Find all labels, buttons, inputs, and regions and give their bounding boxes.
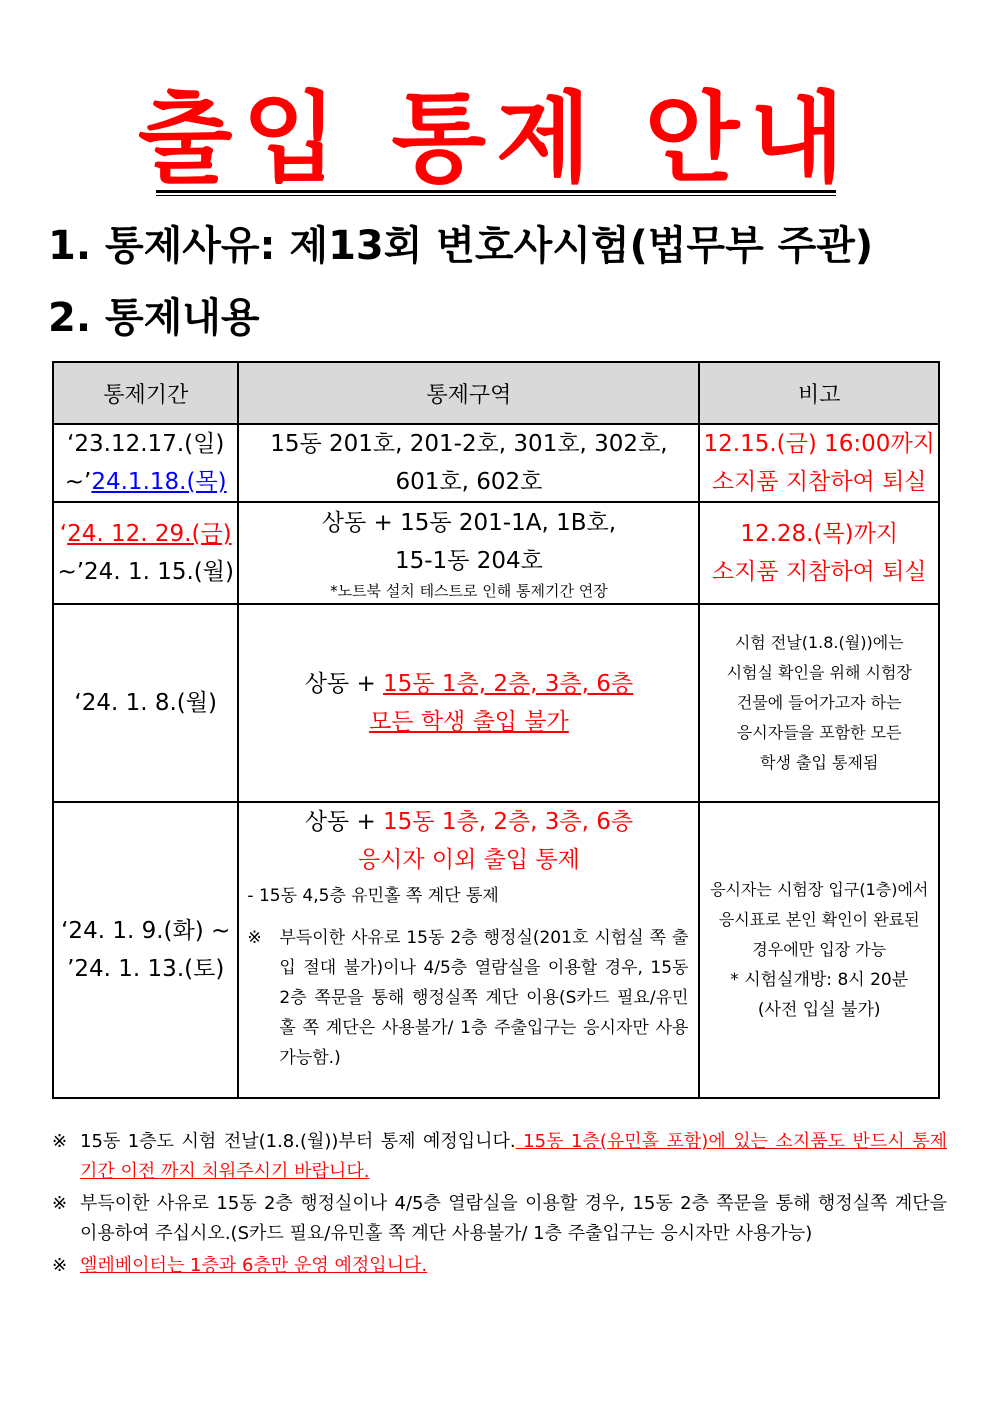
period-line <box>54 515 237 553</box>
notice-item <box>52 1127 947 1187</box>
remark-line: (사전 입실 불가) <box>757 1000 881 1020</box>
header-period: 통제기간 <box>53 362 238 424</box>
zone-prefix: 상동 + <box>304 809 384 835</box>
notice-highlight: 엘레베이터는 1층과 6층만 운영 예정입니다. <box>80 1255 428 1276</box>
remark-line: 응시표로 본인 확인이 완료된 <box>718 910 920 929</box>
period-line: ‘23.12.17.(일) <box>67 431 225 457</box>
period-cell <box>53 502 238 604</box>
remark-line: 소지품 지참하여 퇴실 <box>711 559 927 585</box>
notice-mark: ※ <box>52 1193 68 1214</box>
zone-line: 15-1동 204호 <box>394 548 543 574</box>
notice-item <box>52 1189 947 1249</box>
zone-cell <box>238 802 699 1098</box>
zone-line <box>239 803 698 841</box>
page-title: 출입 통제 안내 <box>137 82 855 196</box>
remark-line: 시험 전날(1.8.(월))에는 <box>734 633 904 652</box>
zone-note: *노트북 설치 테스트로 인해 통제기간 연장 <box>330 582 608 600</box>
period-line: ‘24. 1. 8.(월) <box>74 690 217 716</box>
title-double-underline <box>156 190 836 196</box>
notice-text: 부득이한 사유로 15동 2층 행정실이나 4/5층 열람실을 이용할 경우, 15동 2층 쪽문을 통해 행정실쪽 계단을 이용하여 주십시오.(S카드 필요/유민홀 쪽 계단 사용불가/ 1층 주출입구는 응시자만 사용가능) <box>80 1193 947 1244</box>
zone-restriction: 응시자 이외 출입 통제 <box>357 847 580 873</box>
remark-line: 건물에 들어가고자 하는 <box>736 693 902 712</box>
period-prefix: ‘ <box>59 521 68 547</box>
table-row <box>53 604 939 802</box>
remark-line: 소지품 지참하여 퇴실 <box>711 469 927 495</box>
remark-line: 응시자는 시험장 입구(1층)에서 <box>710 880 929 899</box>
remark-line: 응시자들을 포함한 모든 <box>736 723 902 742</box>
remark-cell <box>699 424 939 502</box>
notice-mark: ※ <box>52 1255 68 1276</box>
zone-reference-note <box>239 919 698 1073</box>
period-line: ’24. 1. 13.(토) <box>67 956 225 982</box>
heading-control-reason: 1. 통제사유: 제13회 변호사시험(법무부 주관) <box>48 223 874 269</box>
control-table <box>52 361 940 1099</box>
zone-floors: 15동 1층, 2층, 3층, 6층 <box>383 809 634 835</box>
period-cell <box>53 604 238 802</box>
remark-line: 학생 출입 통제됨 <box>760 753 879 772</box>
zone-line: 상동 + 15동 201-1A, 1B호, <box>321 510 617 536</box>
table-header-row <box>53 362 939 424</box>
reference-mark: ※ <box>247 928 262 948</box>
header-remark: 비고 <box>699 362 939 424</box>
header-zone: 통제구역 <box>238 362 699 424</box>
table-row <box>53 424 939 502</box>
notice-highlight: 15동 1층(유민홀 포함)에 있는 소지품도 반드시 통제 기간 이전 까지 치워주시기 바랍니다. <box>80 1131 948 1182</box>
period-cell <box>53 424 238 502</box>
reference-text: 부득이한 사유로 15동 2층 행정실(201호 시험실 쪽 출입 절대 불가)이나 4/5층 열람실을 이용할 경우, 15동 2층 쪽문을 통해 행정실쪽 계단 이용(S카드 필요/유민홀 쪽 계단은 사용불가/ 1층 주출입구는 응시자만 사용가능함.) <box>279 928 689 1068</box>
period-line: ~’24. 1. 15.(월) <box>57 559 234 585</box>
notice-list <box>52 1127 947 1283</box>
zone-line: 15동 201호, 201-2호, 301호, 302호, <box>270 431 668 457</box>
notice-text <box>80 1127 947 1187</box>
notice-item <box>52 1251 947 1281</box>
period-cell <box>53 802 238 1098</box>
zone-line: 601호, 602호 <box>395 469 543 495</box>
remark-line: 경우에만 입장 가능 <box>752 940 887 959</box>
heading-control-content: 2. 통제내용 <box>48 295 260 341</box>
period-end-link[interactable]: 24.1.18.(목) <box>91 469 227 495</box>
zone-restriction: 모든 학생 출입 불가 <box>369 709 569 735</box>
remark-line: 시험실 확인을 위해 시험장 <box>726 663 912 682</box>
zone-line <box>239 665 698 703</box>
table-row <box>53 802 939 1098</box>
zone-cell <box>238 502 699 604</box>
period-line: ‘24. 1. 9.(화) ~ <box>61 918 231 944</box>
notice-plain: 15동 1층도 시험 전날(1.8.(월))부터 통제 예정입니다. <box>80 1131 516 1152</box>
table-row <box>53 502 939 604</box>
period-prefix: ~’ <box>64 469 92 495</box>
remark-cell <box>699 802 939 1098</box>
notice-mark: ※ <box>52 1131 68 1152</box>
zone-cell <box>238 424 699 502</box>
remark-cell <box>699 604 939 802</box>
zone-floors: 15동 1층, 2층, 3층, 6층 <box>383 671 634 697</box>
remark-cell <box>699 502 939 604</box>
remark-line: 12.28.(목)까지 <box>740 521 899 547</box>
zone-stair-control: - 15동 4,5층 유민홀 쪽 계단 통제 <box>247 886 499 906</box>
period-line <box>54 463 237 501</box>
period-start-changed: 24. 12. 29.(금) <box>67 521 232 547</box>
remark-line: 12.15.(금) 16:00까지 <box>703 431 935 457</box>
zone-cell <box>238 604 699 802</box>
remark-line: * 시험실개방: 8시 20분 <box>730 970 909 990</box>
zone-prefix: 상동 + <box>304 671 384 697</box>
